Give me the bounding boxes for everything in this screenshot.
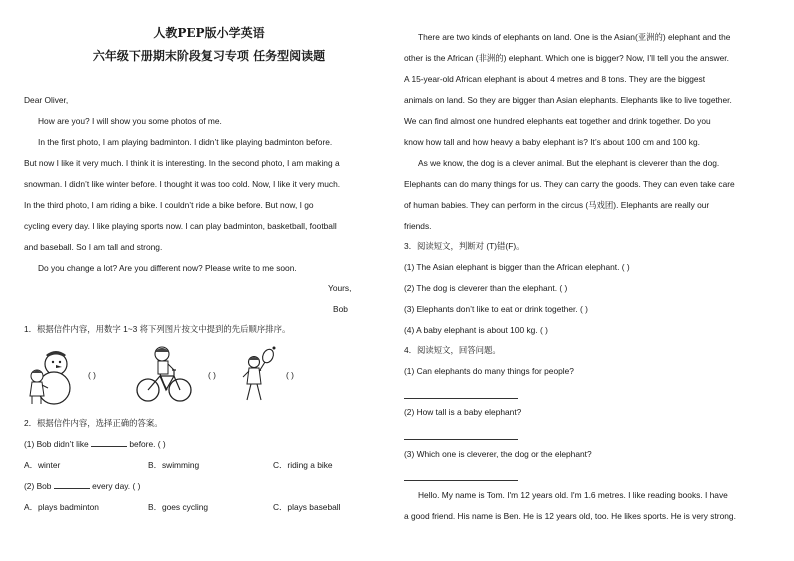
option-a: A．winter [24, 460, 61, 470]
passage-line: other is the African (非洲的) elephant. Which one is bigger? Now, I’ll tell you the answer. [404, 53, 729, 63]
letter-line: and baseball. So I am tall and strong. [24, 242, 163, 252]
passage-line: As we know, the dog is a clever animal. But the elephant is cleverer than the dog. [418, 158, 720, 168]
passage-line: friends. [404, 221, 432, 231]
q3-item: (3) Elephants don’t like to eat or drink together. ( ) [404, 304, 588, 314]
letter-line: How are you? I will show you some photos of me. [38, 116, 222, 126]
passage-line: A 15-year-old African elephant is about 4 metres and 8 tons. They are the biggest [404, 74, 706, 84]
passage-line: Elephants can do many things for us. They can carry the goods. They can even take care [404, 179, 735, 189]
q2-item-2: (2) Bob every day. ( ) [24, 481, 141, 491]
passage2-line: Hello. My name is Tom. I'm 12 years old. I'm 1.6 metres. I like reading books. I have [418, 490, 728, 500]
page-subtitle: 六年级下册期末阶段复习专项 任务型阅读题 [92, 49, 326, 63]
answer-line[interactable] [404, 480, 518, 481]
answer-blank[interactable] [91, 446, 127, 447]
answer-line[interactable] [404, 439, 518, 440]
q2-instruction: 2．根据信件内容，选择正确的答案。 [24, 418, 163, 428]
letter-greeting: Dear Oliver, [24, 95, 69, 105]
order-paren[interactable]: ( ) [208, 370, 216, 380]
letter-line: But now I like it very much. I think it is interesting. In the second photo, I am making a [24, 158, 340, 168]
option-b: B．swimming [148, 460, 200, 470]
page-title: 人教PEP版小学英语 [153, 26, 265, 40]
q4-instruction: 4．阅读短文，回答问题。 [404, 345, 501, 355]
passage-line: There are two kinds of elephants on land. One is the Asian(亚洲的) elephant and the [418, 32, 731, 42]
letter-line: cycling every day. I like playing sports now. I can play badminton, basketball, football [24, 221, 337, 231]
q2-item-1: (1) Bob didn’t like before. ( ) [24, 439, 166, 449]
passage-line: know how tall and how heavy a baby elephant is? It’s about 100 cm and 100 kg. [404, 137, 700, 147]
order-paren[interactable]: ( ) [286, 370, 294, 380]
letter-signature: Bob [333, 304, 348, 314]
passage2-line: a good friend. His name is Ben. He is 12 years old, too. He likes sports. He is very strong. [404, 511, 736, 521]
option-c: C．riding a bike [273, 460, 333, 470]
option-b: B．goes cycling [148, 502, 209, 512]
q1-pictures [24, 344, 314, 406]
letter-line: Do you change a lot? Are you different now? Please write to me soon. [38, 263, 297, 273]
letter-line: In the third photo, I am riding a bike. I couldn’t ride a bike before. But now, I go [24, 200, 314, 210]
q4-question: (2) How tall is a baby elephant? [404, 407, 522, 417]
q1-instruction: 1．根据信件内容，用数字 1~3 将下列图片按文中提到的先后顺序排序。 [24, 324, 291, 334]
q3-item: (1) The Asian elephant is bigger than the African elephant. ( ) [404, 262, 630, 272]
letter-line: In the first photo, I am playing badminton. I didn’t like playing badminton before. [38, 137, 333, 147]
q4-question: (3) Which one is cleverer, the dog or the elephant? [404, 449, 592, 459]
order-paren[interactable]: ( ) [88, 370, 96, 380]
letter-closing: Yours, [328, 283, 352, 293]
passage-line: of human babies. They can perform in the circus (马戏团). Elephants are really our [404, 200, 710, 210]
passage-line: We can find almost one hundred elephants eat together and drink together. Do you [404, 116, 711, 126]
q3-instruction: 3．阅读短文，判断对 (T)错(F)。 [404, 241, 525, 251]
passage-line: animals on land. So they are bigger than Asian elephants. Elephants like to live together. [404, 95, 732, 105]
answer-blank[interactable] [54, 488, 90, 489]
q3-item: (4) A baby elephant is about 100 kg. ( ) [404, 325, 548, 335]
bike-picture [134, 344, 194, 406]
option-c: C．plays baseball [273, 502, 341, 512]
snowman-picture [24, 344, 76, 406]
badminton-picture [234, 344, 280, 406]
answer-line[interactable] [404, 398, 518, 399]
q3-item: (2) The dog is cleverer than the elephant. ( ) [404, 283, 568, 293]
q4-question: (1) Can elephants do many things for people? [404, 366, 574, 376]
option-a: A．plays badminton [24, 502, 99, 512]
letter-line: snowman. I didn’t like winter before. I thought it was too cold. Now, I like it very much. [24, 179, 341, 189]
